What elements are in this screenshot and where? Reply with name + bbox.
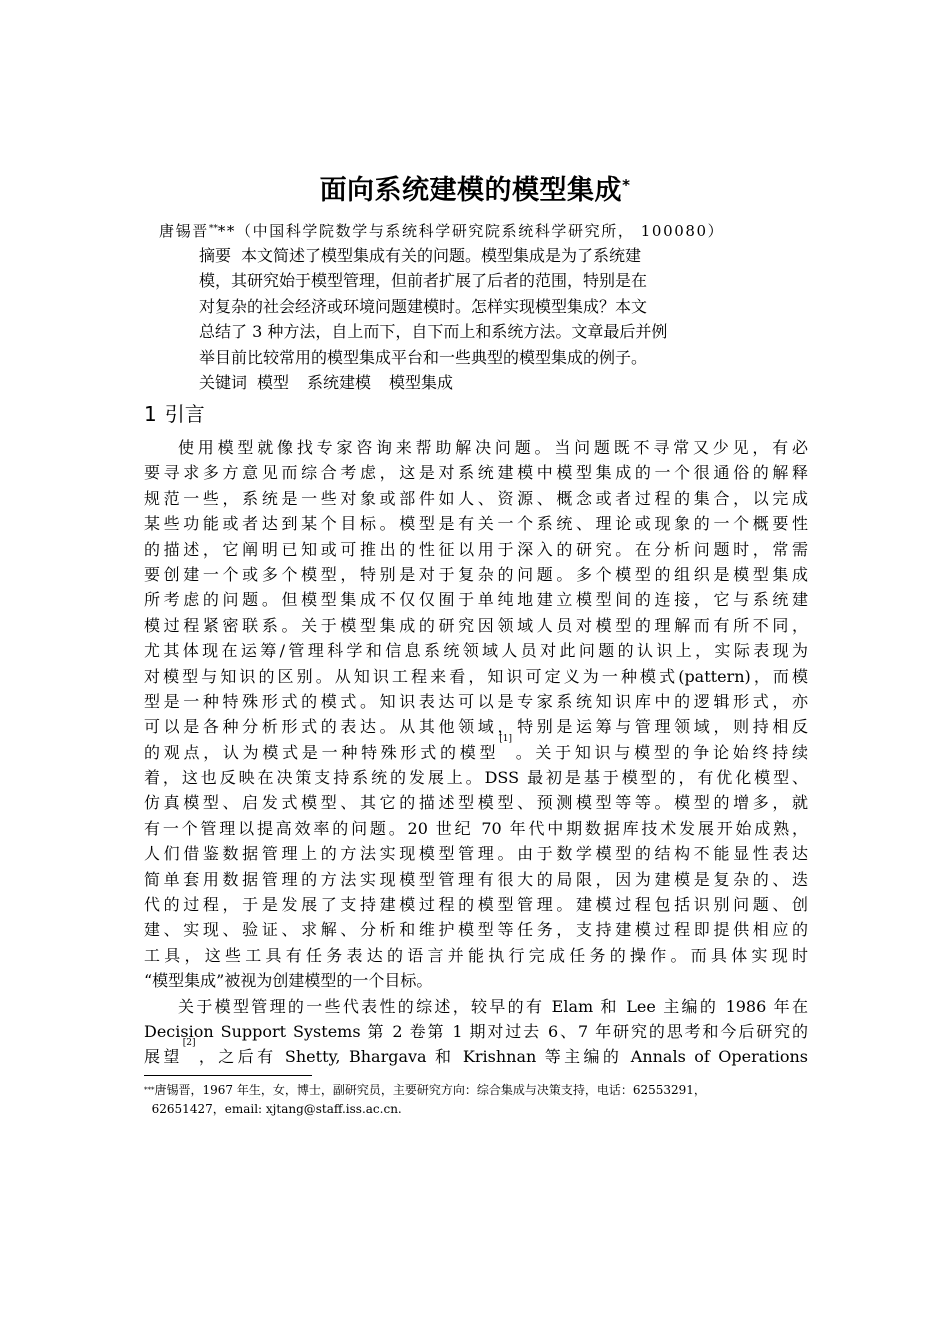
text-line: 使用模型就像找专家咨询来帮助解决问题。当问题既不寻常又少见，有必 xyxy=(178,438,808,457)
paper-title: 面向系统建模的模型集成* xyxy=(319,175,631,206)
title-footnote-marker: * xyxy=(622,176,631,194)
text-line: 要创建一个或多个模型，特别是对于复杂的问题。多个模型的组织是模型集成 xyxy=(144,564,808,584)
text-line: 简单套用数据管理的方法实现模型管理有很大的局限，因为建模是复杂的、迭 xyxy=(144,869,808,889)
text-line: 展望[2]，之后有 Shetty, Bhargava 和 Krishnan 等主编的 Annals of Operations xyxy=(144,1038,808,1067)
citation-ref: [2] xyxy=(182,1038,196,1049)
section-title: 引言 xyxy=(164,402,205,426)
footnote xyxy=(144,1081,814,1119)
text-line: 模过程紧密联系。关于模型集成的研究因领域人员对模型的理解而有所不同， xyxy=(144,615,808,635)
footnote-line: ***唐锡晋，1967 年生，女，博士，副研究员，主要研究方向：综合集成与决策支持，电话：62553291， xyxy=(144,1083,706,1097)
abstract-line: 总结了 3 种方法，自上而下，自下而上和系统方法。文章最后并例 xyxy=(199,322,668,342)
text-line: 建、实现、验证、求解、分析和维护模型等任务，支持建模过程即提供相应的 xyxy=(144,920,808,940)
text-line: 可以是各种分析形式的表达。从其他领域，特别是运筹与管理领域，则持相反 xyxy=(144,717,808,737)
abstract-label: 摘要 xyxy=(199,246,232,265)
text-line: Decision Support Systems 第 2 卷第 1 期对过去 6、7 年研究的思考和今后研究的 xyxy=(144,1021,808,1041)
footnote-marker: *** xyxy=(144,1086,155,1094)
text-line: 规范一些，系统是一些对象或部件如人、资源、概念或者过程的集合，以完成 xyxy=(144,488,808,508)
abstract-line: 模，其研究始于模型管理，但前者扩展了后者的范围，特别是在 xyxy=(199,271,648,291)
abstract-line: 对复杂的社会经济或环境问题建模时。怎样实现模型集成？本文 xyxy=(199,296,648,316)
text-line: 尤其体现在运筹/管理科学和信息系统领域人员对此问题的认识上，实际表现为 xyxy=(144,641,808,661)
text-line: “模型集成”被视为创建模型的一个目标。 xyxy=(144,971,433,991)
citation-ref: [1] xyxy=(499,733,512,744)
text-line: 对模型与知识的区别。从知识工程来看，知识可定义为一种模式(pattern)，而模 xyxy=(144,666,808,686)
text-line: 关于模型管理的一些代表性的综述，较早的有 Elam 和 Lee 主编的 1986 年在 xyxy=(178,996,808,1016)
text-line: 的观点，认为模式是一种特殊形式的模型[1]。关于知识与模型的争论始终持续 xyxy=(144,733,808,762)
text-line: 要寻求多方意见而综合考虑，这是对系统建模中模型集成的一个很通俗的解释 xyxy=(144,463,808,483)
author-marker-2: ** xyxy=(217,222,237,240)
abstract-line: 摘要 本文简述了模型集成有关的问题。模型集成是为了系统建 xyxy=(199,246,642,265)
text-line: 着，这也反映在决策支持系统的发展上。DSS 最初是基于模型的，有优化模型、 xyxy=(144,768,808,788)
author-footnote-marker: ** xyxy=(208,224,218,234)
footnote-divider xyxy=(144,1075,312,1076)
text-line: 人们借鉴数据管理上的方法实现模型管理。由于数学模型的结构不能显性表达 xyxy=(144,844,808,864)
keyword: 模型集成 xyxy=(389,373,454,393)
text-line: 工具，这些工具有任务表达的语言并能执行完成任务的操作。而具体实现时 xyxy=(144,945,808,965)
author-line xyxy=(159,219,839,243)
keywords-label: 关键词 xyxy=(199,373,248,393)
text-line: 有一个管理以提高效率的问题。20 世纪 70 年代中期数据库技术发展开始成熟， xyxy=(144,818,808,838)
text-line: 型是一种特殊形式的模式。知识表达可以是专家系统知识库中的逻辑形式，亦 xyxy=(144,691,808,711)
text-line: 的描述，它阐明已知或可推出的性征以用于深入的研究。在分析问题时，常需 xyxy=(144,539,808,559)
text-line: 某些功能或者达到某个目标。模型是有关一个系统、理论或现象的一个概要性 xyxy=(144,514,808,534)
abstract-line: 举目前比较常用的模型集成平台和一些典型的模型集成的例子。 xyxy=(199,347,648,367)
body-text xyxy=(144,435,808,1070)
abstract xyxy=(199,243,759,395)
keyword: 系统建模 xyxy=(307,373,372,393)
keywords xyxy=(199,370,759,395)
text-line: 仿真模型、启发式模型、其它的描述型模型、预测模型等等。模型的增多，就 xyxy=(144,793,808,813)
footnote-line: 62651427，email: xjtang@staff.iss.ac.cn. xyxy=(151,1102,402,1116)
section-number: 1 xyxy=(144,402,157,426)
keyword: 模型 xyxy=(257,373,290,393)
text-line: 所考虑的问题。但模型集成不仅仅囿于单纯地建立模型间的连接，它与系统建 xyxy=(144,590,808,610)
text-line: 代的过程，于是发展了支持建模过程的模型管理。建模过程包括识别问题、创 xyxy=(144,895,808,915)
section-heading xyxy=(144,399,205,429)
author-affiliation: （中国科学院数学与系统科学研究院系统科学研究所， 100080） xyxy=(236,222,725,240)
author-name: 唐锡晋 xyxy=(159,222,209,240)
